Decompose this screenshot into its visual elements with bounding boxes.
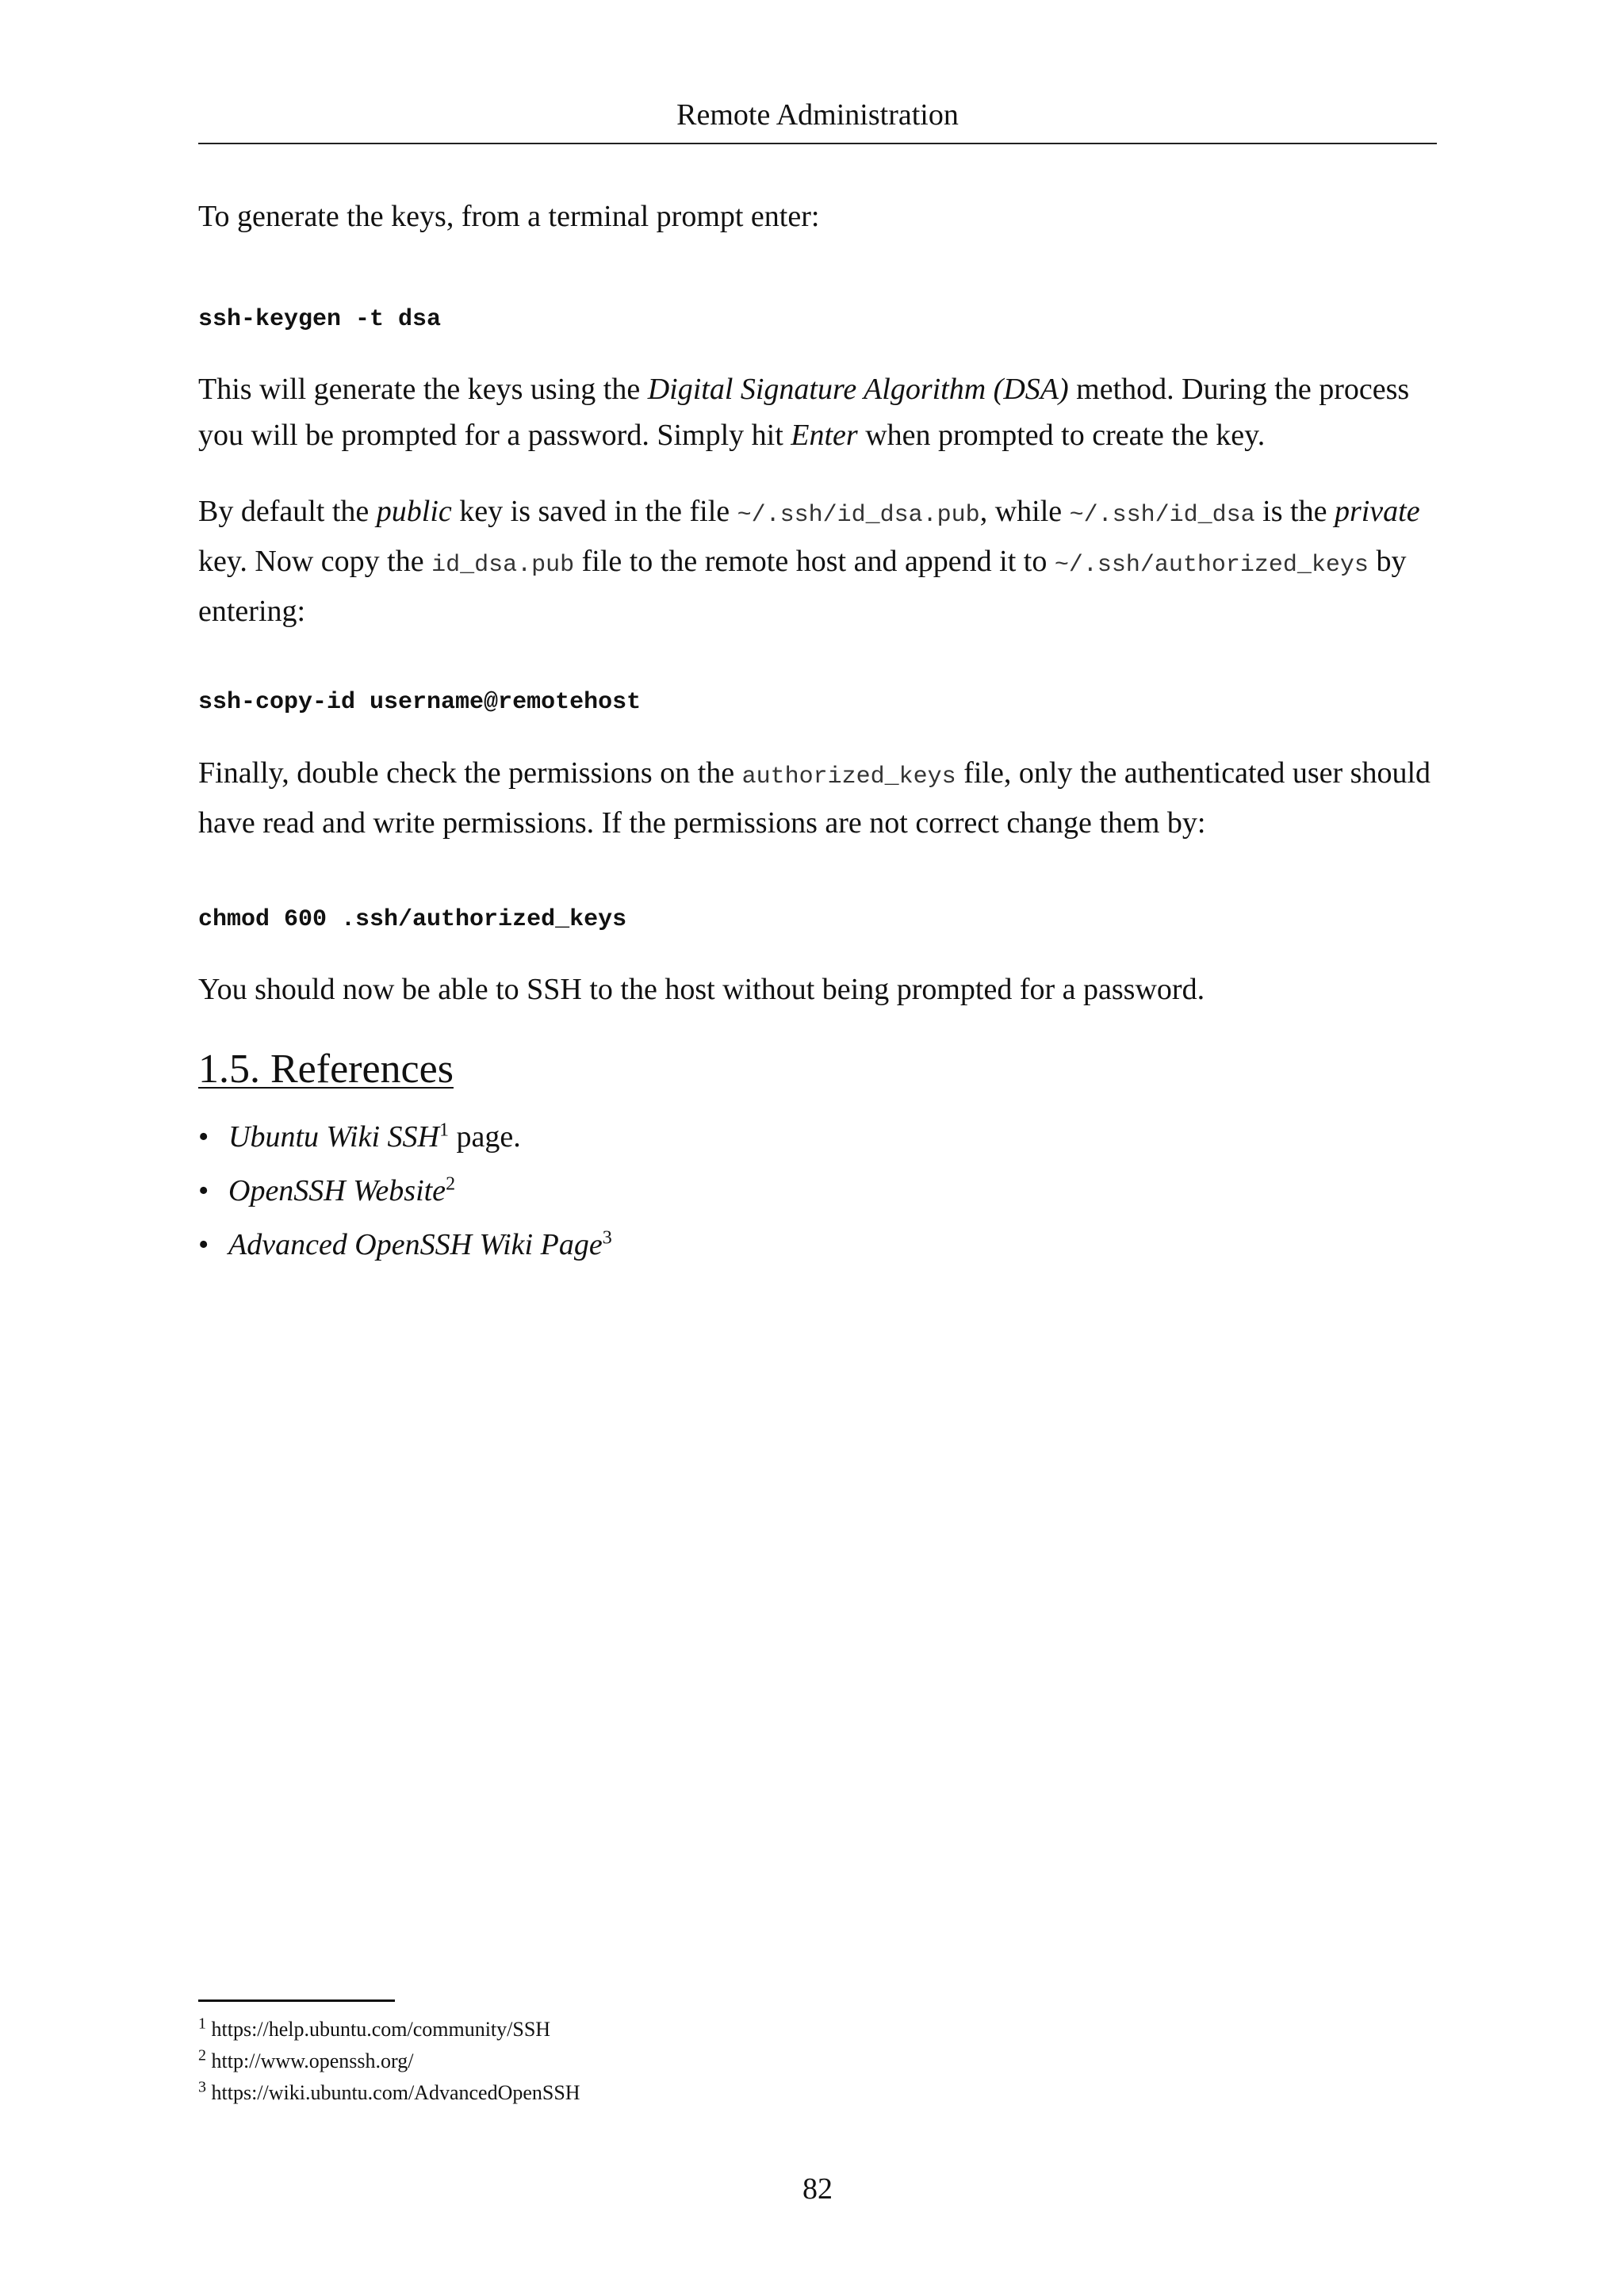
footnote-number: 1 [198,2015,206,2033]
reference-link-advanced-openssh[interactable]: Advanced OpenSSH Wiki Page [228,1228,603,1261]
code-ssh-keygen: ssh-keygen -t dsa [198,306,442,333]
references-list [198,1110,612,1272]
pub-file-name: id_dsa.pub [431,552,575,579]
perm-text-a: Finally, double check the permissions on the [198,756,742,790]
footnote [198,2045,580,2077]
perm-text-c: file, only the authenticated user should have read and write permissions. If the permissions are not correct change them by: [198,756,1431,840]
bullet: • [198,1174,209,1207]
code-chmod: chmod 600 .ssh/authorized_keys [198,906,627,933]
reference-item [198,1218,612,1272]
reference-link-ubuntu-wiki-ssh[interactable]: Ubuntu Wiki SSH [228,1120,439,1154]
section-heading-references: 1.5. References [198,1047,454,1092]
reference-link-openssh-website[interactable]: OpenSSH Website [228,1174,446,1207]
conclusion-paragraph: You should now be able to SSH to the host without being prompted for a password. [198,973,1205,1006]
dsa-text-e: when prompted to create the key. [857,419,1266,452]
footnote-number: 2 [198,2046,206,2064]
reference-item [198,1164,612,1218]
keyfile-text-m: by entering: [198,545,1407,628]
keyfile-text-a: By default the [198,495,377,528]
public-term: public [376,495,452,528]
footnote [198,2014,580,2045]
footnote-ref: 2 [446,1173,456,1195]
footnote-number: 3 [198,2078,206,2096]
keyfile-text-k: file to the remote host and append it to [574,545,1055,578]
permissions-paragraph [198,750,1437,846]
keyfile-text-i: key. Now copy the [198,545,432,578]
code-ssh-copy-id: ssh-copy-id username@remotehost [198,689,642,716]
page-number: 82 [802,2172,833,2206]
footnote-url[interactable]: http://www.openssh.org/ [211,2049,414,2072]
footnote-url[interactable]: https://wiki.ubuntu.com/AdvancedOpenSSH [211,2081,580,2104]
reference-suffix: page. [448,1120,521,1154]
header-rule [198,143,1437,144]
keyfile-text-c: key is saved in the file [451,495,737,528]
private-term: private [1334,495,1420,528]
authorized-keys-path: ~/.ssh/authorized_keys [1054,552,1369,579]
dsa-term: Digital Signature Algorithm (DSA) [647,373,1069,406]
intro-paragraph: To generate the keys, from a terminal prompt enter: [198,200,820,233]
dsa-paragraph [198,366,1437,458]
footnote-url[interactable]: https://help.ubuntu.com/community/SSH [211,2018,551,2041]
bullet: • [198,1120,209,1154]
footnotes [198,2014,580,2109]
keyfile-text-e: , while [979,495,1070,528]
reference-item [198,1110,612,1164]
footnote-ref: 3 [602,1227,612,1249]
footnote-rule [198,1999,395,2002]
keyfile-text-g: is the [1254,495,1335,528]
bullet: • [198,1228,209,1261]
authorized-keys-file: authorized_keys [741,763,956,790]
dsa-text-a: This will generate the keys using the [198,373,648,406]
enter-term: Enter [791,419,858,452]
footnote-ref: 1 [439,1119,449,1141]
private-key-path: ~/.ssh/id_dsa [1069,502,1255,529]
keyfile-paragraph [198,488,1437,634]
footnote [198,2077,580,2109]
public-key-path: ~/.ssh/id_dsa.pub [737,502,980,529]
running-header: Remote Administration [676,98,959,132]
document-page [198,0,1437,2296]
dsa-text-c: method. During the process you will be prompted for a password. Simply hit [198,373,1410,452]
